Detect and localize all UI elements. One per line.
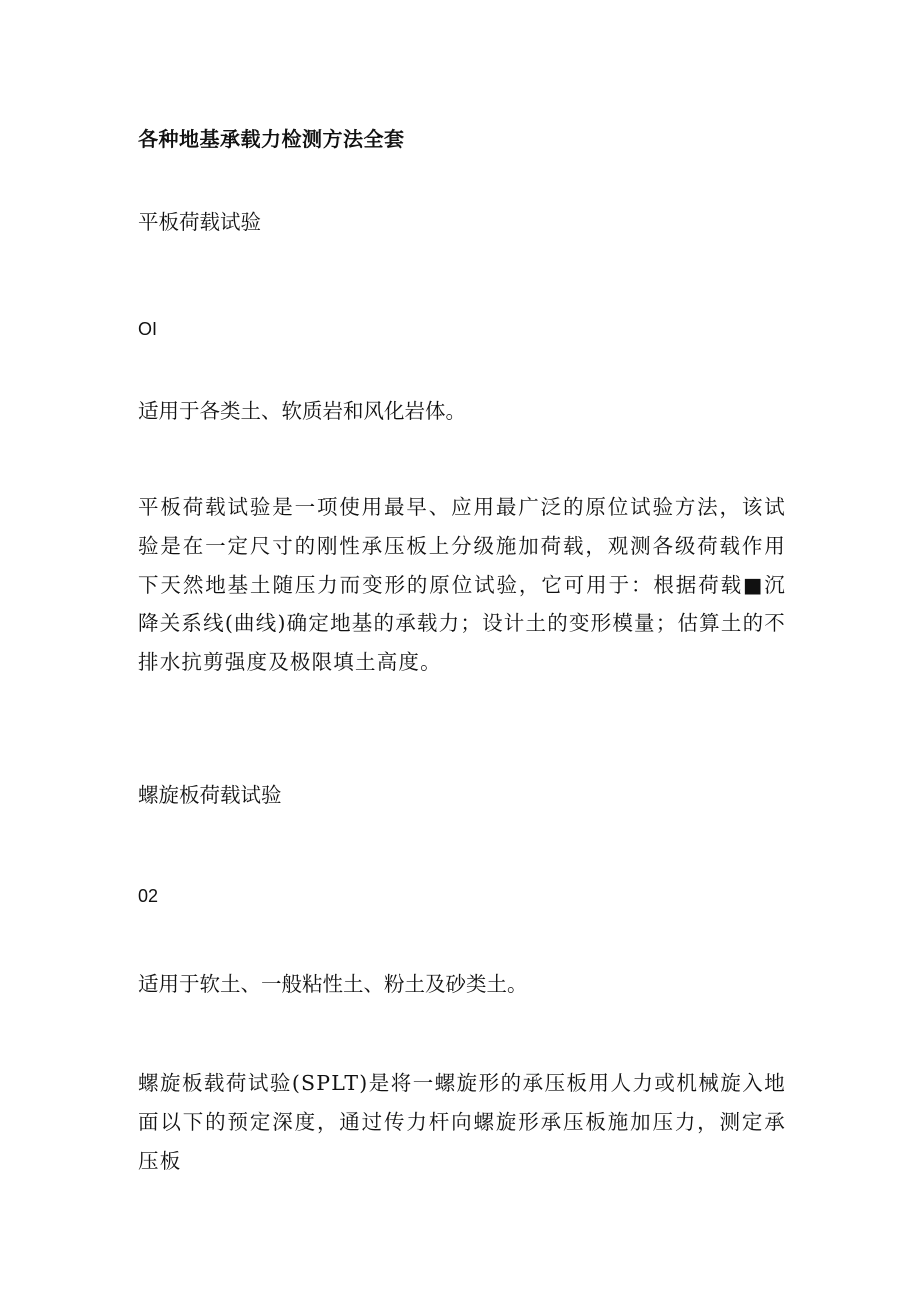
section-scope-plate-load-test: 适用于各类土、软质岩和风化岩体。 [138, 399, 466, 423]
section-heading-screw-plate-load-test: 螺旋板荷载试验 [138, 783, 282, 807]
section-scope-screw-plate-load-test: 适用于软土、一般粘性土、粉土及砂类土。 [138, 972, 528, 996]
section-number-01: OI [138, 319, 158, 339]
section-body-screw-plate-load-test: 螺旋板载荷试验(SPLT)是将一螺旋形的承压板用人力或机械旋入地面以下的预定深度，通过传力杆向螺旋形承压板施加压力，测定承压板 [138, 1071, 786, 1173]
section-heading-plate-load-test: 平板荷载试验 [138, 210, 261, 234]
section-number-02: 02 [138, 886, 159, 906]
section-body-plate-load-test: 平板荷载试验是一项使用最早、应用最广泛的原位试验方法，该试验是在一定尺寸的刚性承压板上分级施加荷载，观测各级荷载作用下天然地基土随压力而变形的原位试验，它可用于：根据荷载■沉降关系线(曲线)确定地基的承载力；设计土的变形模量；估算土的不排水抗剪强度及极限填土高度。 [138, 495, 786, 675]
document-title: 各种地基承载力检测方法全套 [138, 127, 405, 151]
